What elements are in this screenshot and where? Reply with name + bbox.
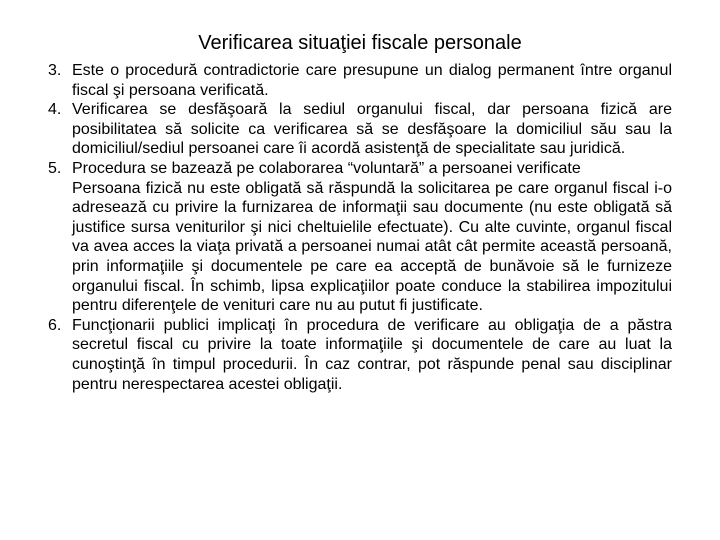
item-text: Este o procedură contradictorie care presupune un dialog permanent între organul fiscal şi persoana verificată. [72,62,672,99]
slide-body [48,61,672,394]
item-number: 6. [48,316,62,334]
item-text: Verificarea se desfăşoară la sediul organului fiscal, dar persoana fizică are posibilitatea să solicite ca verificarea să se desfăşoare la domiciliul său sau la domiciliul/sediul persoanei care îi acordă asistenţă de specialitate sau juridică. [72,101,672,158]
item-text: Procedura se bazează pe colaborarea “voluntară” a persoanei verificate [72,159,581,177]
list-item-5 [48,159,672,179]
list-item-4 [48,100,672,159]
item-number: 5. [48,159,62,177]
item-text: Funcţionarii publici implicaţi în procedura de verificare au obligaţia de a păstra secretul fiscal cu privire la toate informaţiile şi documentele de care au luat la cunoştinţă în timpul procedurii. În caz contrar, pot răspunde penal sau disciplinar pentru nerespectarea acestei obligaţii. [72,316,672,393]
list-item-3 [48,61,672,100]
item-5-subparagraph: Persoana fizică nu este obligată să răspundă la solicitarea pe care organul fiscal i-o adresează cu privire la furnizarea de informaţii sau documente (nu este obligată să justifice sursa veniturilor şi nici cheltuielile efectuate). Cu alte cuvinte, organul fiscal va avea acces la viaţa privată a persoanei numai atât cât permite această persoană, prin informaţiile şi documentele pe care ea acceptă de bunăvoie să le furnizeze organului fiscal. În schimb, lipsa explicaţiilor poate conduce la stabilirea impozitului pentru diferenţele de venituri care nu au putut fi justificate. [72,179,672,315]
item-number: 4. [48,101,62,119]
list-item-6 [48,316,672,394]
item-number: 3. [48,62,62,79]
slide-title: Verificarea situaţiei fiscale personale [198,32,522,54]
